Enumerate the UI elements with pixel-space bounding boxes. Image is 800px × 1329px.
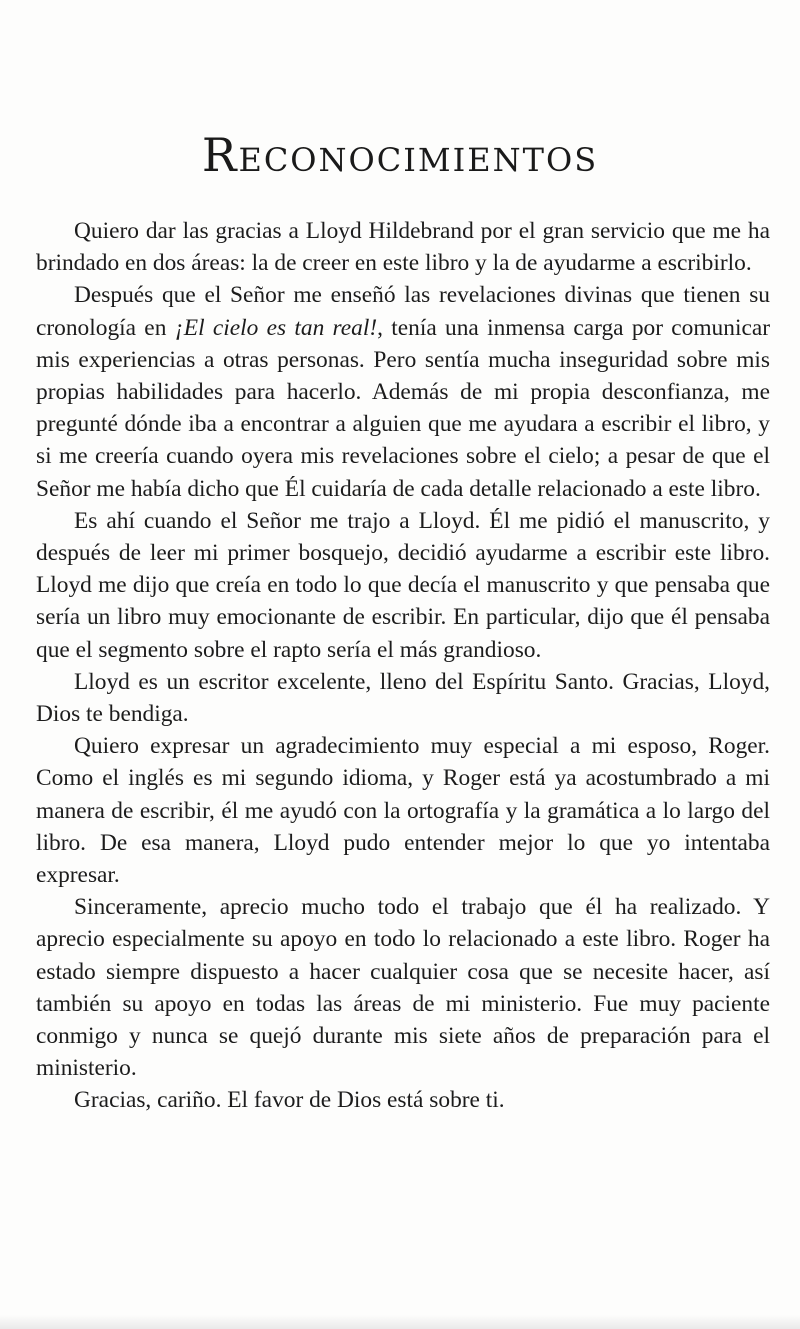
paragraph-7: Gracias, cariño. El favor de Dios está sobre ti. [74, 1087, 505, 1114]
acknowledgements-text [36, 215, 770, 1117]
paragraph-3: Es ahí cuando el Señor me trajo a Lloyd. Él me pidió el manuscrito, y después de leer mi primer bosquejo, decidió ayudarme a escribir este libro. Lloyd me dijo que creía en todo lo que decía el manuscrito y que pensaba que sería un libro muy emocionante de escribir. En particular, dijo que él pensaba que el segmento sobre el rapto sería el más grandioso. [36, 507, 770, 663]
book-title-italic: ¡El cielo es tan real! [174, 314, 378, 341]
paragraph-2 [36, 279, 770, 504]
paragraph-6: Sinceramente, aprecio mucho todo el trabajo que él ha realizado. Y aprecio especialmente su apoyo en todo lo relacionado a este libro. Roger ha estado siempre dispuesto a hacer cualquier cosa que se necesite hacer, así también su apoyo en todas las áreas de mi ministerio. Fue muy paciente conmigo y nunca se quejó durante mis siete años de preparación para el ministerio. [36, 894, 770, 1082]
paragraph-5: Quiero expresar un agradecimiento muy especial a mi esposo, Roger. Como el inglés es mi segundo idioma, y Roger está ya acostumbrado a mi manera de escribir, él me ayudó con la ortografía y la gramática a lo largo del libro. De esa manera, Lloyd pudo entender mejor lo que yo intentaba expresar. [36, 733, 770, 889]
page-bottom-edge [0, 1315, 800, 1329]
paragraph-4: Lloyd es un escritor excelente, lleno del Espíritu Santo. Gracias, Lloyd, Dios te bendiga. [36, 668, 770, 728]
paragraph-1: Quiero dar las gracias a Lloyd Hildebrand por el gran servicio que me ha brindado en dos áreas: la de creer en este libro y la de ayudarme a escribirlo. [36, 218, 770, 277]
paragraph-2-start: Después que el Señor me enseñó las revelaciones divinas que tienen su cronología en [36, 282, 770, 341]
page-title: Reconocimientos [201, 128, 599, 182]
paragraph-2-end: , tenía una inmensa carga por comunicar mis experiencias a otras personas. Pero sentía mucha inseguridad sobre mis propias habilidades para hacerlo. Además de mi propia desconfianza, me pregunté dónde iba a encontrar a alguien que me ayudara a escribir el libro, y si me creería cuando oyera mis revelaciones sobre el cielo; a pesar de que el Señor me había dicho que Él cuidaría de cada detalle relacionado a este libro. [36, 314, 770, 502]
